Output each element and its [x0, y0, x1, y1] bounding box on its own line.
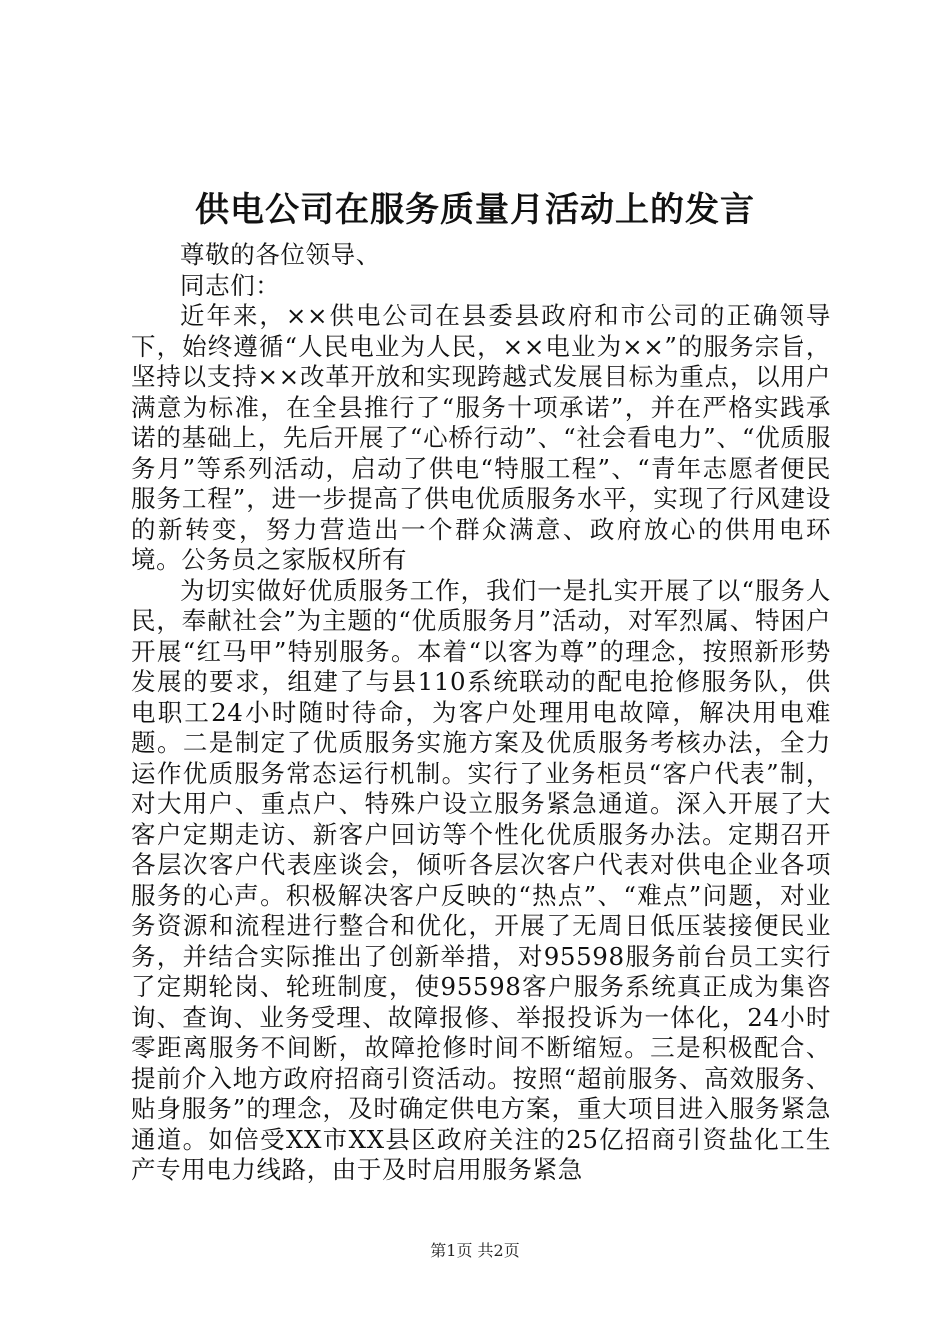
document-body: [131, 240, 831, 1186]
page-title: 供电公司在服务质量月活动上的发言: [195, 190, 755, 230]
page-number-footer: 第1页 共2页: [430, 1241, 520, 1260]
body-paragraph-2: 为切实做好优质服务工作，我们一是扎实开展了以“服务人民，奉献社会”为主题的“优质服务月”活动，对军烈属、特困户开展“红马甲”特别服务。本着“以客为尊”的理念，按照新形势发展的要求，组建了与县110系统联动的配电抢修服务队，供电职工24小时随时待命，为客户处理用电故障，解决用电难题。二是制定了优质服务实施方案及优质服务考核办法，全力运作优质服务常态运行机制。实行了业务柜员“客户代表”制，对大用户、重点户、特殊户设立服务紧急通道。深入开展了大客户定期走访、新客户回访等个性化优质服务办法。定期召开各层次客户代表座谈会，倾听各层次客户代表对供电企业各项服务的心声。积极解决客户反映的“热点”、“难点”问题，对业务资源和流程进行整合和优化，开展了无周日低压装接便民业务，并结合实际推出了创新举措，对95598服务前台员工实行了定期轮岗、轮班制度，使95598客户服务系统真正成为集咨询、查询、业务受理、故障报修、举报投诉为一体化，24小时零距离服务不间断，故障抢修时间不断缩短。三是积极配合、提前介入地方政府招商引资活动。按照“超前服务、高效服务、贴身服务”的理念，及时确定供电方案，重大项目进入服务紧急通道。如倍受XX市XX县区政府关注的25亿招商引资盐化工生产专用电力线路，由于及时启用服务紧急: [131, 575, 831, 1184]
body-paragraph-1: 近年来，××供电公司在县委县政府和市公司的正确领导下，始终遵循“人民电业为人民，××电业为××”的服务宗旨，坚持以支持××改革开放和实现跨越式发展目标为重点，以用户满意为标准，在全县推行了“服务十项承诺”，并在严格实践承诺的基础上，先后开展了“心桥行动”、“社会看电力”、“优质服务月”等系列活动，启动了供电“特服工程”、“青年志愿者便民服务工程”，进一步提高了供电优质服务水平，实现了行风建设的新转变，努力营造出一个群众满意、政府放心的供用电环境。公务员之家版权所有: [131, 301, 831, 574]
salutation-line-2: 同志们：: [180, 270, 281, 300]
salutation-line-1: 尊敬的各位领导、: [180, 240, 381, 269]
